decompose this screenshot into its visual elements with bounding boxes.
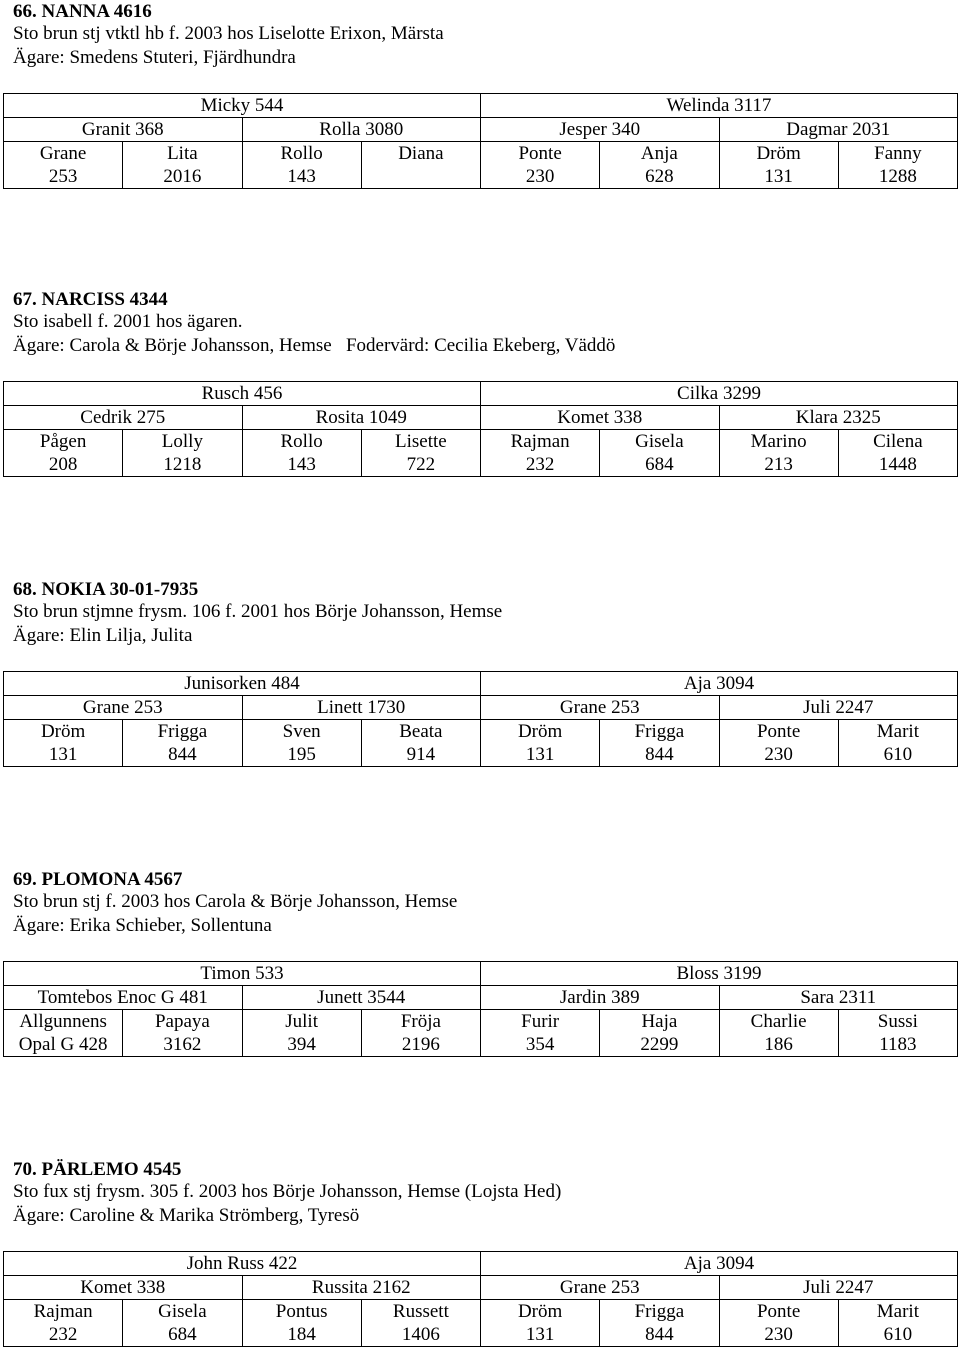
great-grandparent-name: Russett [361,1300,480,1324]
grandparent-cell: Komet 338 [4,1276,243,1300]
parent-cell: Cilka 3299 [481,382,958,406]
grandparent-cell: Juli 2247 [719,696,958,720]
horse-title: 67. NARCISS 4344 [13,289,168,310]
great-grandparent-name: Diana [361,142,480,166]
grandparent-cell: Komet 338 [481,406,720,430]
great-grandparent-name: Marit [838,1300,957,1324]
horse-title: 70. PÄRLEMO 4545 [13,1159,182,1180]
horse-owner: Ägare: Erika Schieber, Sollentuna [13,915,272,936]
grandparent-cell: Sara 2311 [719,986,958,1010]
horse-description: Sto brun stj vtktl hb f. 2003 hos Liselotte Erixon, Märsta [13,23,444,44]
grandparent-cell: Rosita 1049 [242,406,481,430]
horse-title: 68. NOKIA 30-01-7935 [13,579,199,600]
grandparent-cell: Cedrik 275 [4,406,243,430]
great-grandparent-name: Allgunnens [4,1010,123,1034]
great-grandparent-name: Sussi [838,1010,957,1034]
great-grandparent-name: Gisela [600,430,719,454]
grandparent-cell: Rolla 3080 [242,118,481,142]
horse-description: Sto brun stjmne frysm. 106 f. 2001 hos Börje Johansson, Hemse [13,601,503,622]
great-grandparent-number: 213 [719,453,838,477]
great-grandparent-number: 1448 [838,453,957,477]
great-grandparent-name: Dröm [4,720,123,744]
great-grandparent-number: 844 [600,1323,719,1347]
great-grandparent-name: Marino [719,430,838,454]
grandparent-cell: Linett 1730 [242,696,481,720]
great-grandparent-number: 184 [242,1323,361,1347]
great-grandparent-name: Furir [481,1010,600,1034]
great-grandparent-name: Gisela [123,1300,242,1324]
great-grandparent-name: Pontus [242,1300,361,1324]
great-grandparent-name: Dröm [481,1300,600,1324]
grandparent-cell: Juli 2247 [719,1276,958,1300]
grandparent-cell: Tomtebos Enoc G 481 [4,986,243,1010]
great-grandparent-number: 131 [481,1323,600,1347]
great-grandparent-name: Pågen [4,430,123,454]
grandparent-cell: Grane 253 [481,1276,720,1300]
great-grandparent-name: Anja [600,142,719,166]
grandparent-cell: Klara 2325 [719,406,958,430]
great-grandparent-name: Dröm [481,720,600,744]
great-grandparent-name: Rajman [481,430,600,454]
great-grandparent-name: Fanny [838,142,957,166]
great-grandparent-number: 232 [481,453,600,477]
great-grandparent-number: 354 [481,1033,600,1057]
parent-cell: Timon 533 [4,962,481,986]
great-grandparent-number: 230 [719,743,838,767]
great-grandparent-name: Ponte [719,1300,838,1324]
grandparent-cell: Dagmar 2031 [719,118,958,142]
grandparent-cell: Jardin 389 [481,986,720,1010]
grandparent-cell: Grane 253 [481,696,720,720]
great-grandparent-number: 195 [242,743,361,767]
pedigree-table [3,671,958,767]
horse-description: Sto isabell f. 2001 hos ägaren. [13,311,243,332]
great-grandparent-number: 1406 [361,1323,480,1347]
great-grandparent-name: Frigga [600,1300,719,1324]
great-grandparent-name: Marit [838,720,957,744]
horse-title: 69. PLOMONA 4567 [13,869,183,890]
great-grandparent-name: Charlie [719,1010,838,1034]
grandparent-cell: Granit 368 [4,118,243,142]
great-grandparent-name: Ponte [481,142,600,166]
great-grandparent-name: Rajman [4,1300,123,1324]
horse-owner: Ägare: Carola & Börje Johansson, Hemse Fodervärd: Cecilia Ekeberg, Väddö [13,335,616,356]
great-grandparent-number: 3162 [123,1033,242,1057]
parent-cell: Junisorken 484 [4,672,481,696]
horse-title: 66. NANNA 4616 [13,1,152,22]
pedigree-table [3,381,958,477]
great-grandparent-number: 143 [242,165,361,189]
great-grandparent-number: 230 [719,1323,838,1347]
great-grandparent-name: Rollo [242,430,361,454]
great-grandparent-number: 131 [481,743,600,767]
parent-cell: Aja 3094 [481,672,958,696]
great-grandparent-number: 2196 [361,1033,480,1057]
parent-cell: Rusch 456 [4,382,481,406]
great-grandparent-number: 684 [600,453,719,477]
horse-description: Sto brun stj f. 2003 hos Carola & Börje Johansson, Hemse [13,891,458,912]
great-grandparent-name: Papaya [123,1010,242,1034]
pedigree-table [3,961,958,1057]
great-grandparent-number: 610 [838,743,957,767]
horse-owner: Ägare: Caroline & Marika Strömberg, Tyresö [13,1205,360,1226]
parent-cell: Welinda 3117 [481,94,958,118]
great-grandparent-name: Sven [242,720,361,744]
great-grandparent-number: 230 [481,165,600,189]
great-grandparent-name: Frigga [123,720,242,744]
parent-cell: Aja 3094 [481,1252,958,1276]
great-grandparent-number: 610 [838,1323,957,1347]
great-grandparent-number: 722 [361,453,480,477]
great-grandparent-name: Haja [600,1010,719,1034]
great-grandparent-name: Fröja [361,1010,480,1034]
great-grandparent-number: 844 [600,743,719,767]
great-grandparent-number [361,165,480,189]
great-grandparent-number: 844 [123,743,242,767]
great-grandparent-number: 253 [4,165,123,189]
great-grandparent-number: 914 [361,743,480,767]
great-grandparent-number: 208 [4,453,123,477]
great-grandparent-number: 186 [719,1033,838,1057]
parent-cell: Bloss 3199 [481,962,958,986]
horse-owner: Ägare: Elin Lilja, Julita [13,625,193,646]
great-grandparent-name: Lisette [361,430,480,454]
great-grandparent-number: 1183 [838,1033,957,1057]
grandparent-cell: Junett 3544 [242,986,481,1010]
great-grandparent-number: 628 [600,165,719,189]
great-grandparent-number: 131 [719,165,838,189]
pedigree-table [3,93,958,189]
great-grandparent-name: Beata [361,720,480,744]
parent-cell: Micky 544 [4,94,481,118]
great-grandparent-number: Opal G 428 [4,1033,123,1057]
great-grandparent-number: 684 [123,1323,242,1347]
grandparent-cell: Jesper 340 [481,118,720,142]
great-grandparent-number: 232 [4,1323,123,1347]
parent-cell: John Russ 422 [4,1252,481,1276]
great-grandparent-number: 131 [4,743,123,767]
great-grandparent-name: Lita [123,142,242,166]
great-grandparent-name: Grane [4,142,123,166]
great-grandparent-name: Ponte [719,720,838,744]
great-grandparent-number: 1218 [123,453,242,477]
pedigree-table [3,1251,958,1347]
great-grandparent-name: Lolly [123,430,242,454]
grandparent-cell: Grane 253 [4,696,243,720]
great-grandparent-number: 2299 [600,1033,719,1057]
horse-owner: Ägare: Smedens Stuteri, Fjärdhundra [13,47,296,68]
horse-description: Sto fux stj frysm. 305 f. 2003 hos Börje Johansson, Hemse (Lojsta Hed) [13,1181,562,1202]
great-grandparent-name: Rollo [242,142,361,166]
great-grandparent-name: Frigga [600,720,719,744]
great-grandparent-name: Dröm [719,142,838,166]
great-grandparent-number: 394 [242,1033,361,1057]
great-grandparent-name: Julit [242,1010,361,1034]
great-grandparent-number: 2016 [123,165,242,189]
great-grandparent-name: Cilena [838,430,957,454]
great-grandparent-number: 1288 [838,165,957,189]
grandparent-cell: Russita 2162 [242,1276,481,1300]
great-grandparent-number: 143 [242,453,361,477]
